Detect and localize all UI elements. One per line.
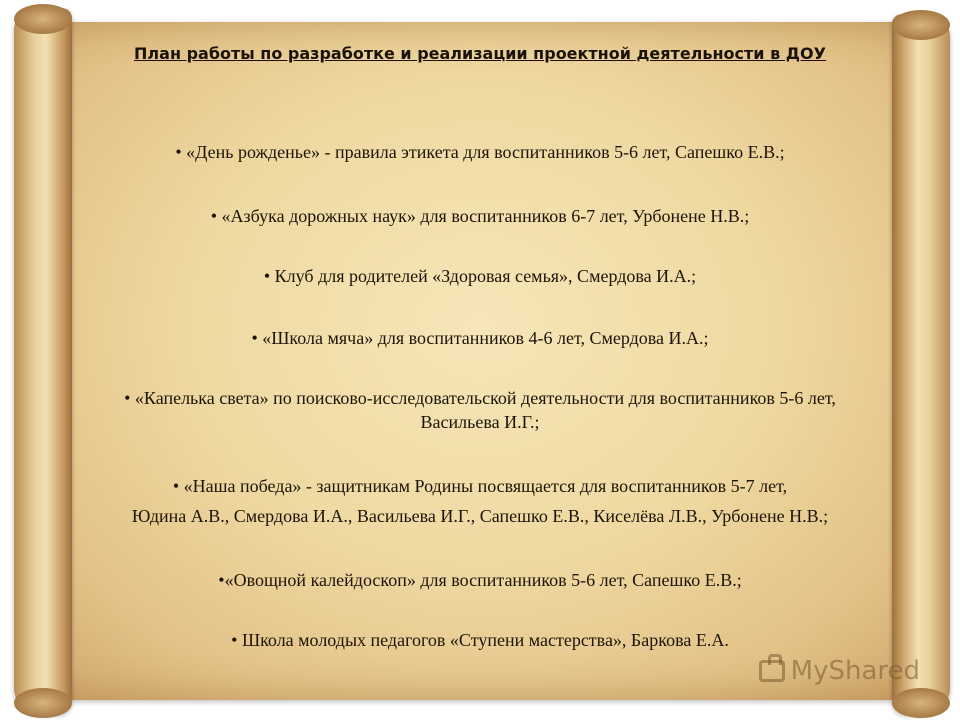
parchment-paper [28, 22, 932, 700]
list-item-text: • Школа молодых педагогов «Ступени мастерства», Баркова Е.А. [231, 630, 729, 650]
list-item-text: • Клуб для родителей «Здоровая семья», Смердова И.А.; [263, 266, 697, 286]
list-item-text-continued: Васильева И.Г.; [420, 412, 540, 432]
watermark-text: MyShared [790, 656, 920, 686]
list-item-text: • «Капелька света» по поисково-исследовательской деятельности для воспитанников 5-6 лет, [124, 388, 836, 408]
watermark [759, 656, 920, 686]
list-item [40, 140, 920, 164]
list-item [40, 386, 920, 434]
list-item [40, 204, 920, 228]
list-item [40, 568, 920, 592]
list-item [40, 264, 920, 288]
list-item [40, 628, 920, 652]
page-title: План работы по разработке и реализации проектной деятельности в ДОУ [134, 44, 826, 63]
list-item-text: • «День рожденье» - правила этикета для воспитанников 5-6 лет, Сапешко Е.В.; [175, 142, 785, 162]
scroll-roll-left-bottom [14, 688, 72, 718]
parchment-scroll [14, 8, 950, 714]
scroll-roll-left [14, 8, 72, 714]
list-item-text-continued: Юдина А.В., Смердова И.А., Васильева И.Г., Сапешко Е.В., Киселёва Л.В., Урбонене Н.В.; [131, 506, 829, 526]
list-item-text: • «Школа мяча» для воспитанников 4-6 лет, Смердова И.А.; [251, 328, 709, 348]
list-item-text: • «Азбука дорожных наук» для воспитанников 6-7 лет, Урбонене Н.В.; [210, 206, 750, 226]
scroll-roll-left-top [14, 4, 72, 34]
list-item-text: • «Наша победа» - защитникам Родины посвящается для воспитанников 5-7 лет, [172, 476, 788, 496]
list-item [40, 326, 920, 350]
scroll-roll-right-bottom [892, 688, 950, 718]
scroll-roll-right-top [892, 10, 950, 40]
list-item-text: •«Овощной калейдоскоп» для воспитанников 5-6 лет, Сапешко Е.В.; [218, 570, 742, 590]
list-item [40, 474, 920, 528]
shopping-bag-icon [759, 660, 785, 682]
scroll-roll-right [892, 14, 950, 714]
